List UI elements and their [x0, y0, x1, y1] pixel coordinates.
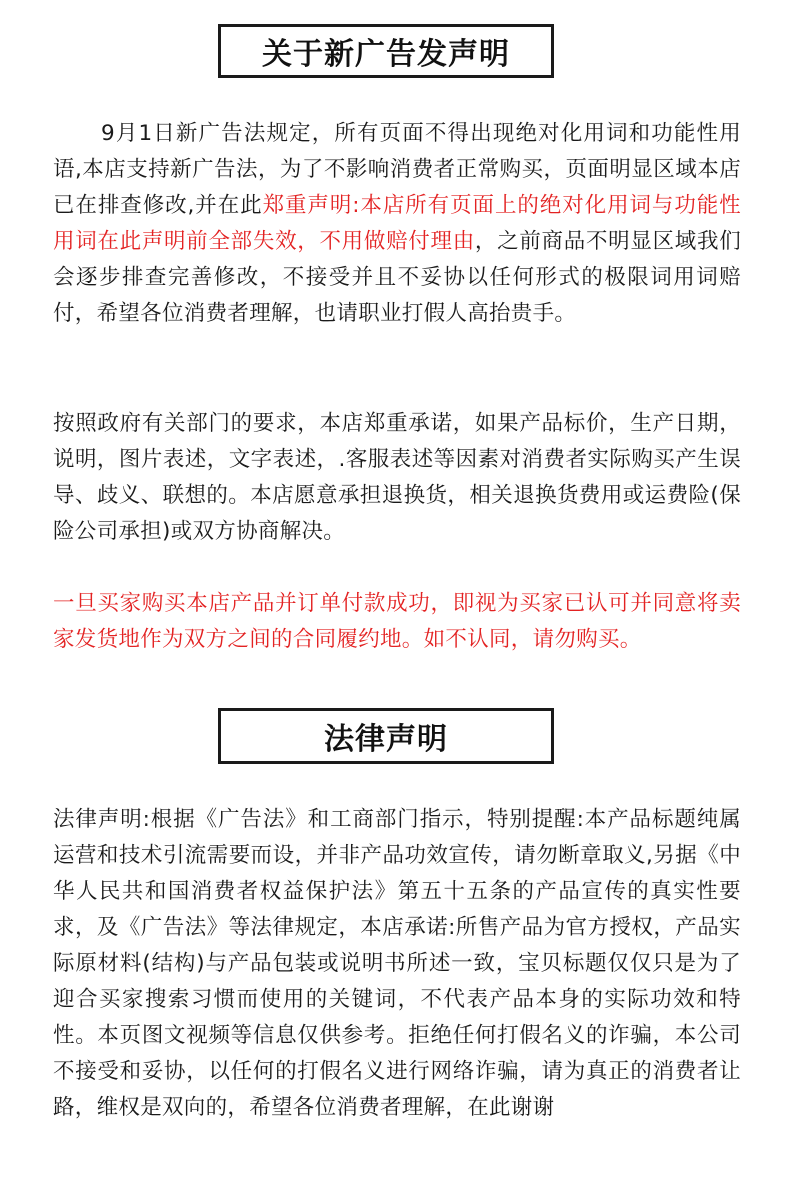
ad-law-paragraph: [53, 116, 741, 332]
legal-statement-paragraph: 法律声明:根据《广告法》和工商部门指示，特别提醒:本产品标题纯属运营和技术引流需要而设，并非产品功效宣传，请勿断章取义,另据《中华人民共和国消费者权益保护法》第五十五条的产品宣传的真实性要求，及《广告法》等法律规定，本店承诺:所售产品为官方授权，产品实际原材料(结构)与产品包装或说明书所述一致，宝贝标题仅仅只是为了迎合买家搜索习惯而使用的关键词，不代表产品本身的实际功效和特性。本页图文视频等信息仅供参考。拒绝任何打假名义的诈骗，本公司不接受和妥协，以任何的打假名义进行网络诈骗，请为真正的消费者让路，维权是双向的，希望各位消费者理解，在此谢谢: [53, 807, 741, 1120]
commitment-paragraph: 按照政府有关部门的要求，本店郑重承诺，如果产品标价，生产日期，说明，图片表述，文字表述，.客服表述等因素对消费者实际购买产生误导、歧义、联想的。本店愿意承担退换货，相关退换货费用或运费险(保险公司承担)或双方协商解决。: [53, 411, 741, 544]
ad-law-text-closing: ，之前商品不明显区域我们会逐步排查完善修改，不接受并且不妥协以任何形式的极限词用词赔付，希望各位消费者理解，也请职业打假人高抬贵手。: [53, 229, 741, 326]
ad-law-text-intro: 9月1日新广告法规定，所有页面不得出现绝对化用词和功能性用语,本店支持新广告法，为了不影响消费者正常购买，页面明显区域本店已在排查修改,并在此: [53, 121, 741, 218]
section-title-ad-statement: 关于新广告发声明: [218, 24, 554, 78]
section-title-legal-statement: 法律声明: [218, 708, 554, 764]
purchase-contract-paragraph: 一旦买家购买本店产品并订单付款成功，即视为买家已认可并同意将卖家发货地作为双方之间的合同履约地。如不认同，请勿购买。: [53, 591, 741, 652]
ad-law-text-highlight: 郑重声明:本店所有页面上的绝对化用词与功能性用词在此声明前全部失效，不用做赔付理由: [53, 193, 741, 254]
